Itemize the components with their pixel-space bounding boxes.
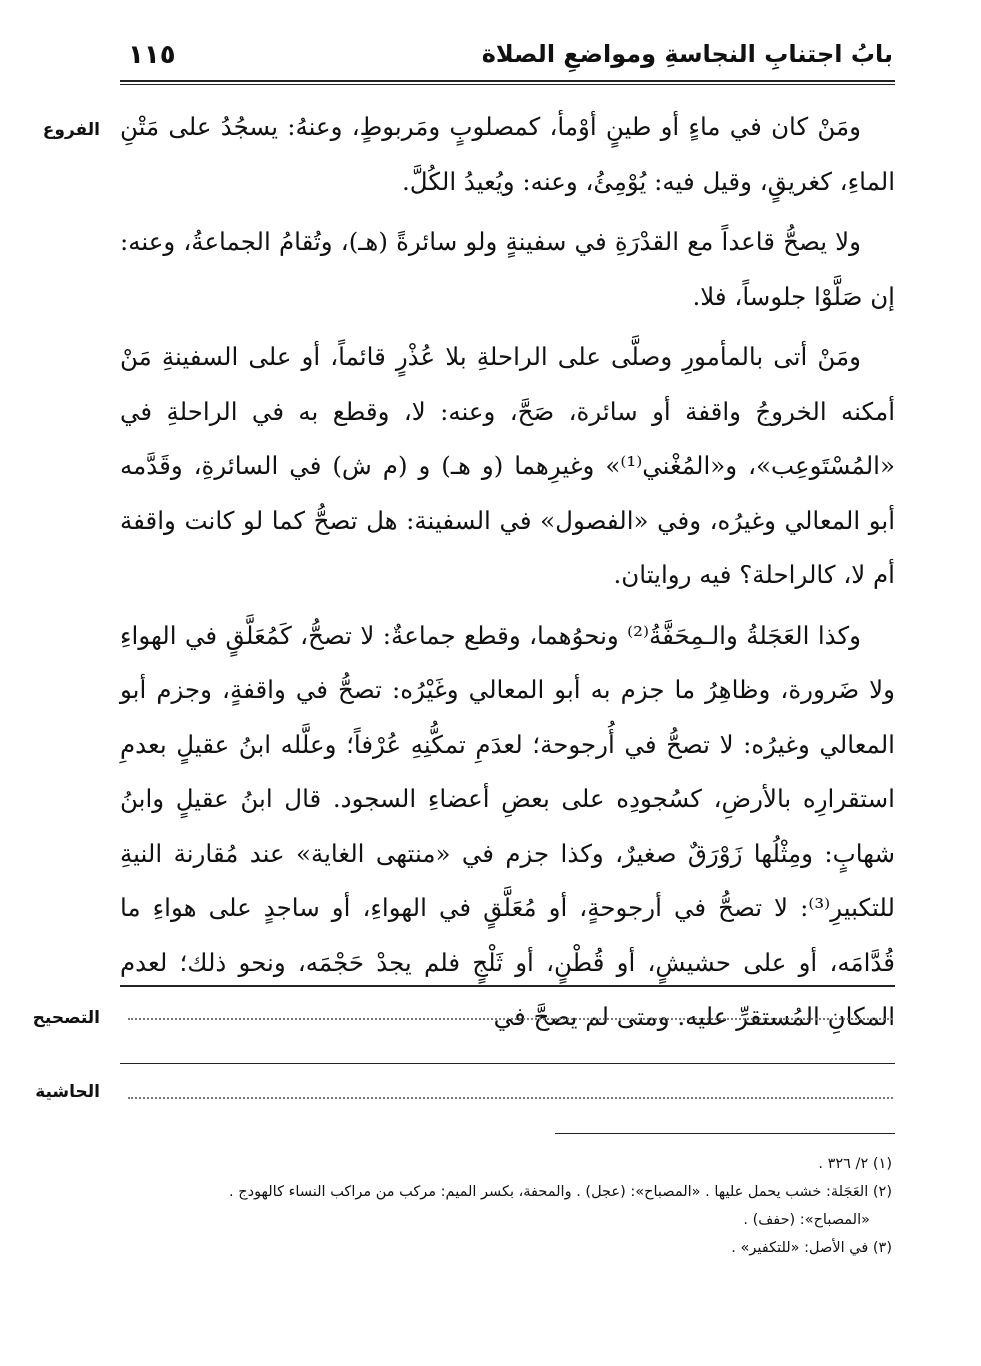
paragraph: وكذا العَجَلةُ والـمِحَفَّةُ⁽²⁾ ونحوُهما، وقطع جماعةٌ: لا تصحُّ، كَمُعَلَّقٍ في الهواءِ ولا ضَرورة، وظاهِرُ ما جزم به أبو المعالي وغَيْرُه: تصحُّ في واقفةٍ، وجزم أبو المعالي وغيرُه: لا تصحُّ في أُرجوحة؛ لعدَمِ تمكُّنِهِ عُرْفاً؛ وعلَّله ابنُ عقيلٍ بعدمِ استقرارِه بالأرضِ، كسُجودِه على بعضِ أعضاءِ السجود. قال ابنُ عقيلٍ وابنُ شهابٍ: ومِثْلُها زَوْرَقٌ صغيرٌ، وكذا جزم في «منتهى الغاية» عند مُقارنة النيةِ للتكبيرِ⁽³⁾: لا تصحُّ في أرجوحةٍ، أو مُعَلَّقٍ في الهواءِ، أو ساجدٍ على هواءِ ما قُدَّامَه، أو على حشيشٍ، أو قُطْنٍ، أو ثَلْجٍ فلم يجدْ حَجْمَه، ونحو ذلك؛ لعدم المكانِ المُستقرِّ عليه. ومتى لم يصحَّ في [120, 620, 895, 1031]
margin-label-tashih: التصحيح [32, 1008, 100, 1028]
footnotes [120, 1150, 892, 1262]
text-end-rule [120, 985, 895, 987]
margin-label-hashiya: الحاشية [35, 1082, 100, 1102]
page-number: ١١٥ [128, 40, 176, 70]
footnote-2-continued: «المصباح»: (حفف) . [743, 1212, 870, 1228]
hashiya-dotted-line [128, 1097, 893, 1099]
footnote-1: (١) ٢/ ٣٢٦ . [818, 1156, 892, 1172]
section-rule [120, 1063, 895, 1064]
paragraph: ومَنْ كان في ماءٍ أو طينٍ أوْمأ، كمصلوبٍ ومَربوطٍ، وعنهُ: يسجُدُ على مَتْنِ الماءِ، كغريقٍ، وقيل فيه: يُوْمِئُ، وعنه: ويُعيدُ الكُلَّ. [120, 112, 895, 196]
footnote-3: (٣) في الأصل: «للتكفير» . [731, 1240, 892, 1256]
main-text [120, 100, 895, 1031]
margin-label-furu: الفروع [42, 120, 100, 140]
running-title: بابُ اجتنابِ النجاسةِ ومواضعِ الصلاة [481, 40, 893, 68]
header-rule [120, 80, 895, 82]
footnote-2: (٢) العَجَلة: خشب يحمل عليها . «المصباح»: (عجل) . والمحفة، بكسر الميم: مركب من مراكب النساء كالهودج . [229, 1184, 892, 1200]
tashih-dotted-line [128, 1018, 893, 1020]
footnote-separator [555, 1133, 895, 1134]
header-rule-thin [120, 84, 895, 85]
paragraph: ومَنْ أتى بالمأمورِ وصلَّى على الراحلةِ بلا عُذْرٍ قائماً، أو على السفينةِ مَنْ أمكنه الخروجُ واقفة أو سائرة، صَحَّ، وعنه: لا، وقطع به في الراحلةِ في «المُسْتَوعِب»، و«المُغْني⁽¹⁾» وغيرِهما (و هـ) و (م ش) في السائرةِ، وقَدَّمه أبو المعالي وغيرُه، وفي «الفصول» في السفينة: هل تصحُّ كما لو كانت واقفة أم لا، كالراحلة؟ فيه روايتان. [120, 342, 895, 589]
paragraph: ولا يصحُّ قاعداً مع القدْرَةِ في سفينةٍ ولو سائرةً (هـ)، وتُقامُ الجماعةُ، وعنه: إن صَلَّوْا جلوساً، فلا. [120, 227, 895, 311]
